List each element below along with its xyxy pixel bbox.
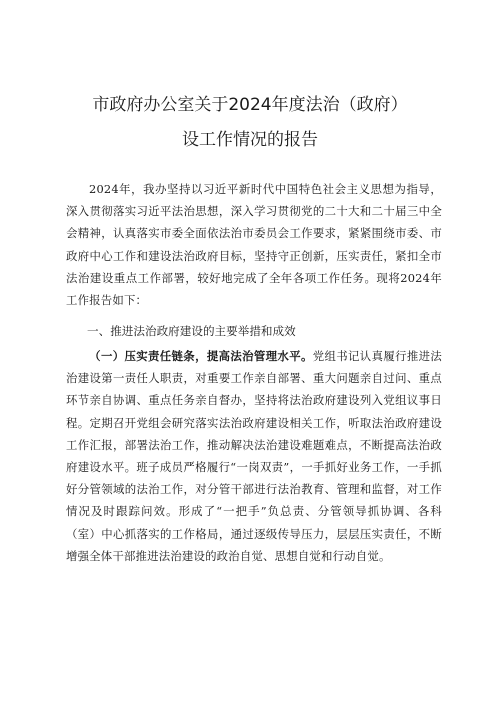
section-heading-1: 一、推进法治政府建设的主要举措和成效 <box>87 324 296 338</box>
document-title-line-1: 市政府办公室关于2024年度法治（政府） <box>92 95 408 115</box>
subsection-1-paragraph <box>66 345 442 567</box>
document-title-line-2: 设工作情况的报告 <box>182 130 318 150</box>
subsection-1-body: 党组书记认真履行推进法治建设第一责任人职责，对重要工作亲自部署、重大问题亲自过问、重点环节亲自协调、重点任务亲自督办，坚持将法治政府建设列入党组议事日程。定期召开党组会研究落实法治政府建设相关工作，听取法治政府建设工作汇报，部署法治工作，推动解决法治建设难题难点，不断提高法治政府建设水平。班子成员严格履行“一岗双责”，一手抓好业务工作，一手抓好分管领域的法治工作，对分管干部进行法治教育、管理和监督，对工作情况及时跟踪问效。形成了“一把手”负总责、分管领导抓协调、各科（室）中心抓落实的工作格局，通过逐级传导压力，层层压实责任，不断增强全体干部推进法治建设的政治自觉、思想自觉和行动自觉。 <box>66 349 442 563</box>
intro-paragraph <box>66 178 442 311</box>
intro-paragraph-text: 2024年，我办坚持以习近平新时代中国特色社会主义思想为指导，深入贯彻落实习近平法治思想，深入学习贯彻党的二十大和二十届三中全会精神，认真落实市委全面依法治市委员会工作要求，紧紧围绕市委、市政府中心工作和建设法治政府目标，坚持守正创新，压实责任，紧扣全市法治建设重点工作部署，较好地完成了全年各项工作任务。现将2024年工作报告如下： <box>66 182 442 308</box>
subsection-1-lead: （一）压实责任链条，提高法治管理水平。 <box>89 349 313 363</box>
